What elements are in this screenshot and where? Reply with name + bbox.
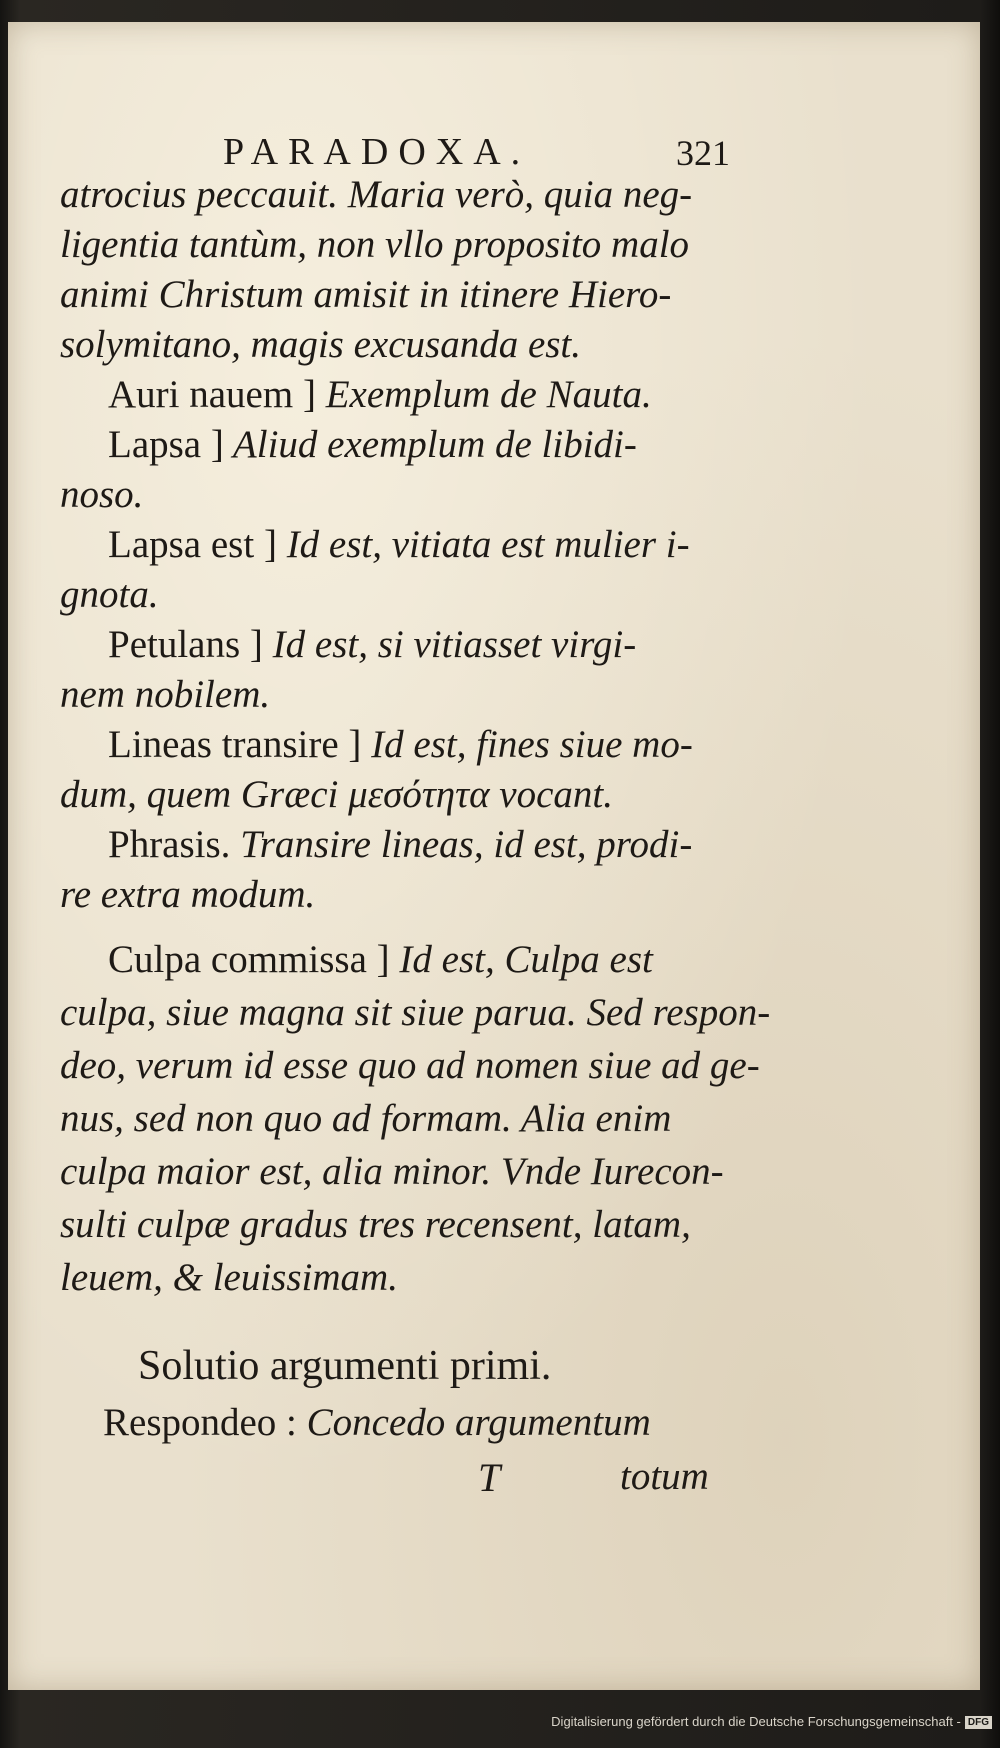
page-number: 321 xyxy=(676,133,730,173)
gloss: re extra modum. xyxy=(60,873,316,916)
gloss: culpa, siue magna sit siue parua. Sed respon- xyxy=(60,991,771,1034)
gloss-continuation xyxy=(60,990,770,1035)
gloss-continuation xyxy=(60,872,315,917)
gloss: culpa maior est, alia minor. Vnde Iurecon- xyxy=(60,1150,724,1193)
lemma: Auri nauem ] xyxy=(108,373,316,416)
footer-credit-text: Digitalisierung gefördert durch die Deutsche Forschungsgemeinschaft - xyxy=(551,1714,961,1729)
gloss-entry xyxy=(108,722,693,767)
gloss: sulti culpæ gradus tres recensent, latam, xyxy=(60,1203,691,1246)
catchword: totum xyxy=(620,1455,709,1498)
gloss-continuation xyxy=(60,672,270,717)
gloss: dum, quem Græci μεσότητα vocant. xyxy=(60,773,614,816)
lemma: Phrasis. xyxy=(108,823,231,866)
gloss: nem nobilem. xyxy=(60,673,271,716)
gloss: Transire lineas, id est, prodi- xyxy=(230,823,693,866)
gloss: Id est, si vitiasset virgi- xyxy=(262,623,637,666)
gloss: Exemplum de Nauta. xyxy=(315,373,652,416)
body-line: ligentia tantùm, non vllo proposito malo xyxy=(60,223,690,266)
gloss: deo, verum id esse quo ad nomen siue ad ge- xyxy=(60,1044,760,1087)
gloss: leuem, & leuissimam. xyxy=(60,1256,398,1299)
footer-credit xyxy=(0,1714,1000,1748)
gloss: gnota. xyxy=(60,573,159,616)
gloss-continuation xyxy=(60,772,613,817)
gloss-continuation xyxy=(60,1096,671,1141)
gloss-continuation xyxy=(60,572,159,617)
gloss-continuation xyxy=(60,1202,691,1247)
gloss: Id est, fines siue mo- xyxy=(361,723,693,766)
gloss-entry xyxy=(108,522,690,567)
gloss-entry xyxy=(108,937,653,982)
section-heading: Solutio argumenti primi. xyxy=(138,1343,552,1389)
lemma: Petulans ] xyxy=(108,623,263,666)
running-title: PARADOXA. xyxy=(223,131,531,173)
gloss-entry xyxy=(108,822,692,867)
gloss-entry xyxy=(108,622,636,667)
gloss-continuation xyxy=(60,1043,760,1088)
dfg-logo: DFG xyxy=(965,1716,992,1729)
lemma: Culpa commissa ] xyxy=(108,938,390,981)
gloss-continuation xyxy=(60,1255,398,1300)
gloss-continuation xyxy=(60,1149,724,1194)
lemma: Lineas transire ] xyxy=(108,723,362,766)
gloss: nus, sed non quo ad formam. Alia enim xyxy=(60,1097,672,1140)
gloss: noso. xyxy=(60,473,144,516)
gloss-entry xyxy=(108,372,652,417)
respondeo-text: Concedo argumentum xyxy=(296,1401,651,1444)
signature-mark: T xyxy=(478,1455,501,1500)
respondeo-line xyxy=(103,1400,651,1445)
body-line: animi Christum amisit in itinere Hiero- xyxy=(60,273,672,316)
book-page xyxy=(8,22,980,1690)
respondeo-label: Respondeo : xyxy=(103,1401,297,1444)
body-line: atrocius peccauit. Maria verò, quia neg- xyxy=(60,173,693,216)
body-line: solymitano, magis excusanda est. xyxy=(60,323,582,366)
gloss: Aliud exemplum de libidi- xyxy=(223,423,637,466)
lemma: Lapsa est ] xyxy=(108,523,277,566)
gloss: Id est, Culpa est xyxy=(389,938,653,981)
gloss-continuation xyxy=(60,472,143,517)
gloss-entry xyxy=(108,422,637,467)
lemma: Lapsa ] xyxy=(108,423,224,466)
gloss: Id est, vitiata est mulier i- xyxy=(276,523,690,566)
